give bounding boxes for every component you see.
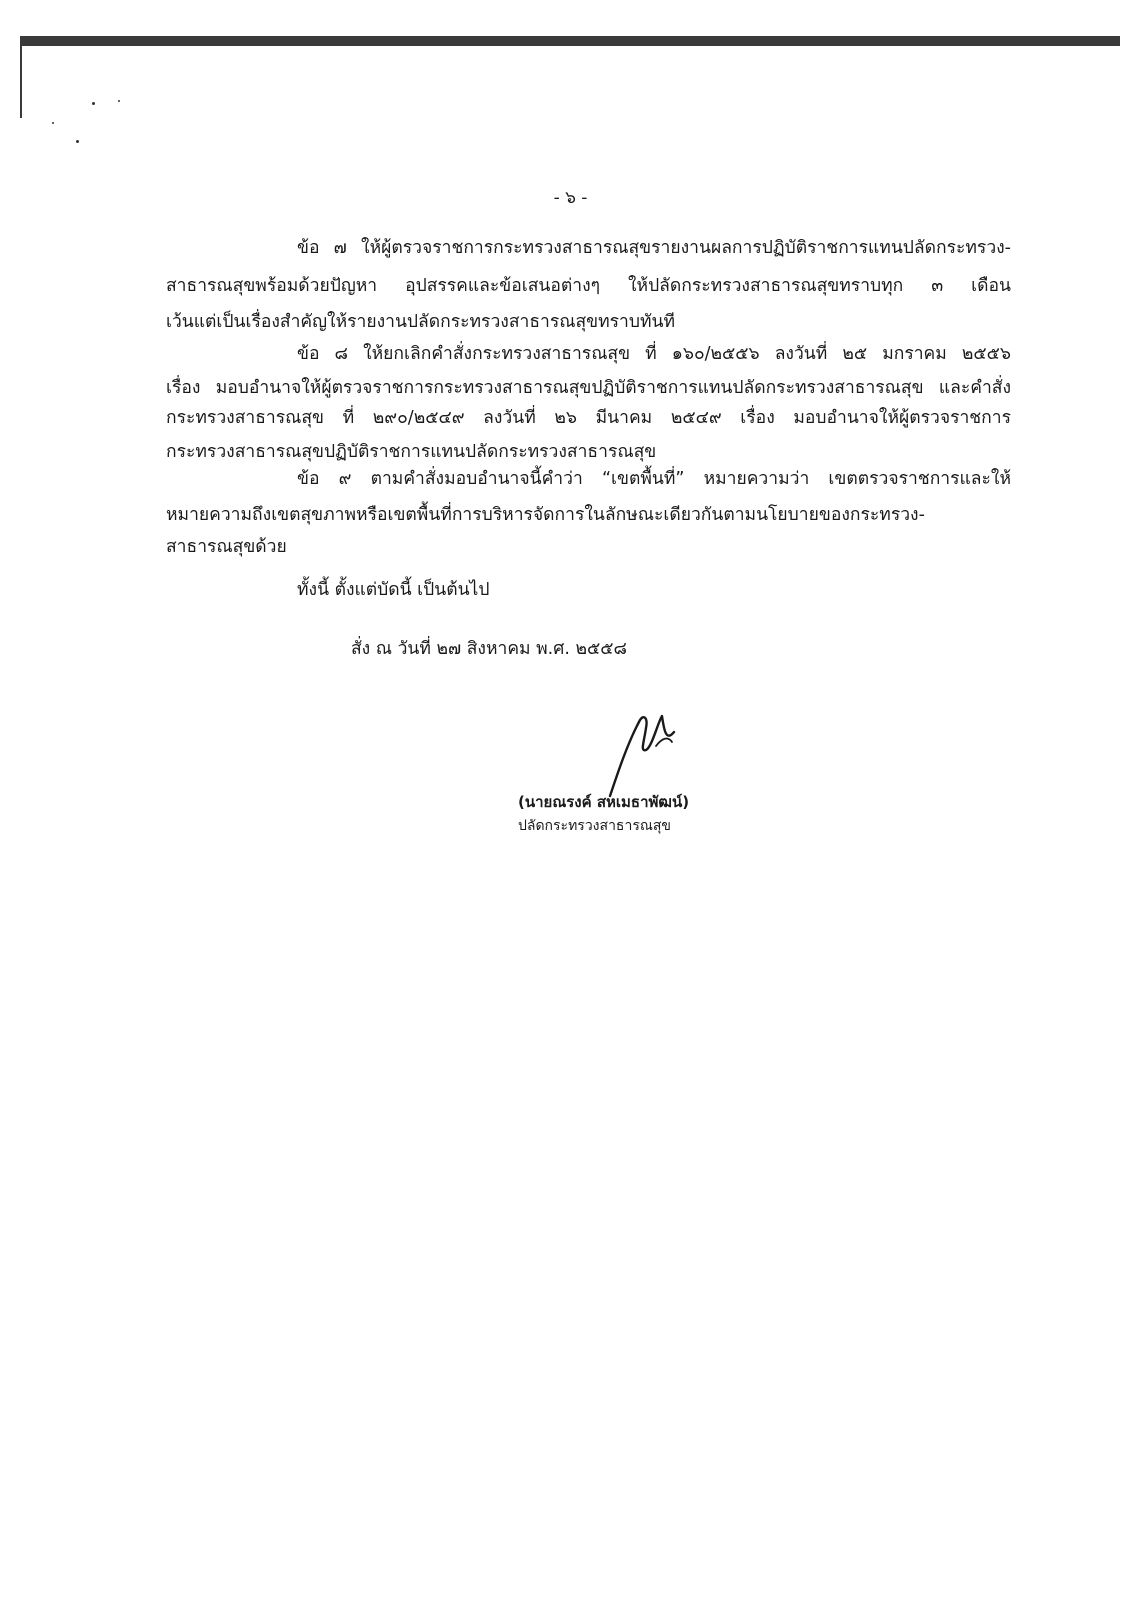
signer-title: ปลัดกระทรวงสาธารณสุข	[518, 818, 671, 834]
scan-speck	[92, 102, 95, 105]
clause-8-line-2: เรื่อง มอบอำนาจให้ผู้ตรวจราชการกระทรวงสาธารณสุขปฏิบัติราชการแทนปลัดกระทรวงสาธารณสุข และคำสั่ง	[166, 378, 1011, 398]
clause-8-line-4: กระทรวงสาธารณสุขปฏิบัติราชการแทนปลัดกระทรวงสาธารณสุข	[166, 442, 657, 462]
scan-speck	[52, 122, 54, 124]
signature	[600, 712, 710, 802]
clause-7-line-3: เว้นแต่เป็นเรื่องสำคัญให้รายงานปลัดกระทรวงสาธารณสุขทราบทันที	[166, 312, 676, 332]
clause-8-line-3: กระทรวงสาธารณสุข ที่ ๒๙๐/๒๕๔๙ ลงวันที่ ๒๖ มีนาคม ๒๕๔๙ เรื่อง มอบอำนาจให้ผู้ตรวจราชการ	[166, 408, 1011, 428]
scan-speck	[118, 100, 120, 102]
scan-border-top	[20, 36, 1120, 46]
clause-7-line-1: ข้อ ๗ ให้ผู้ตรวจราชการกระทรวงสาธารณสุขรายงานผลการปฏิบัติราชการแทนปลัดกระทรวง-	[297, 238, 1011, 258]
effective-statement: ทั้งนี้ ตั้งแต่บัดนี้ เป็นต้นไป	[297, 580, 490, 600]
clause-7-line-2: สาธารณสุขพร้อมด้วยปัญหา อุปสรรคและข้อเสนอต่างๆ ให้ปลัดกระทรวงสาธารณสุขทราบทุก ๓ เดือน	[166, 276, 1011, 296]
clause-9-line-3: สาธารณสุขด้วย	[166, 537, 287, 557]
signer-name: (นายณรงค์ สหเมธาพัฒน์)	[518, 793, 690, 811]
scan-speck	[76, 140, 79, 143]
clause-9-line-1: ข้อ ๙ ตามคำสั่งมอบอำนาจนี้คำว่า “เขตพื้นที่” หมายความว่า เขตตรวจราชการและให้	[297, 469, 1011, 489]
order-date: สั่ง ณ วันที่ ๒๗ สิงหาคม พ.ศ. ๒๕๕๘	[351, 639, 627, 659]
clause-9-line-2: หมายความถึงเขตสุขภาพหรือเขตพื้นที่การบริหารจัดการในลักษณะเดียวกันตามนโยบายของกระทรวง-	[166, 505, 925, 525]
clause-8-line-1: ข้อ ๘ ให้ยกเลิกคำสั่งกระทรวงสาธารณสุข ที่ ๑๖๐/๒๕๕๖ ลงวันที่ ๒๕ มกราคม ๒๕๕๖	[297, 344, 1011, 364]
page-number: - ๖ -	[553, 188, 588, 208]
scan-border-left	[20, 46, 22, 118]
